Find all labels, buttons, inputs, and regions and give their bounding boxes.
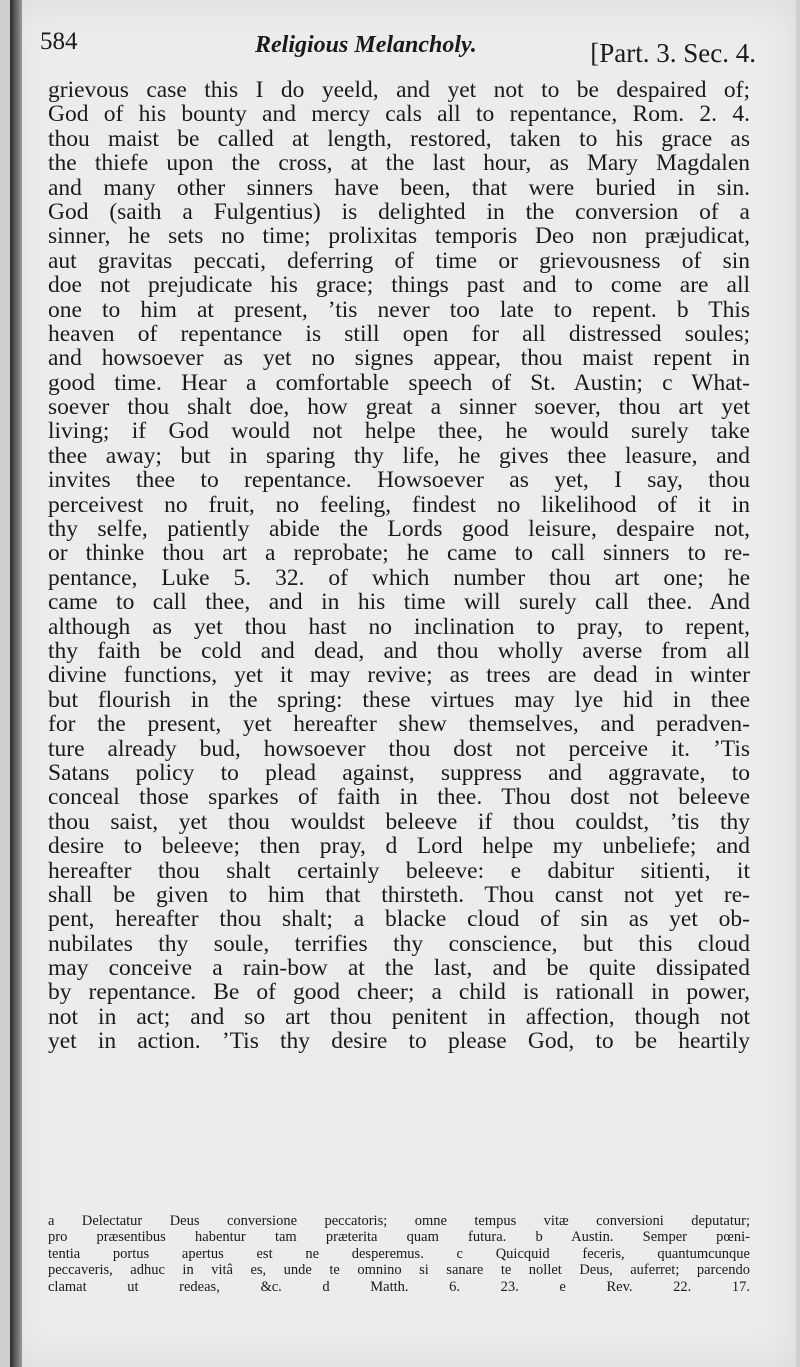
body-line: living; if God would not helpe thee, he would surely take <box>48 418 750 445</box>
body-line: sinner, he sets no time; prolixitas temporis Deo non præjudicat, <box>48 223 750 250</box>
body-line: by repentance. Be of good cheer; a child is rationall in power, <box>48 979 750 1006</box>
page-number: 584 <box>40 28 78 55</box>
body-line: pentance, Luke 5. 32. of which number thou art one; he <box>48 564 750 591</box>
body-line: although as yet thou hast no inclination to pray, to repent, <box>48 613 750 640</box>
body-line: invites thee to repentance. Howsoever as yet, I say, thou <box>48 467 750 494</box>
footnote-line: a Delectatur Deus conversione peccatoris; omne tempus vitæ conversioni deputatur; <box>48 1213 750 1229</box>
footnotes <box>48 1213 750 1295</box>
body-line: God of his bounty and mercy cals all to repentance, Rom. 2. 4. <box>48 101 750 128</box>
body-line: shall be given to him that thirsteth. Thou canst not yet re- <box>48 881 750 908</box>
body-line: but flourish in the spring: these virtues may lye hid in thee <box>48 686 750 713</box>
body-line: perceivest no fruit, no feeling, findest no likelihood of it in <box>48 491 750 518</box>
body-line: thee away; but in sparing thy life, he gives thee leasure, and <box>48 442 750 469</box>
body-line: pent, hereafter thou shalt; a blacke cloud of sin as yet ob- <box>48 906 750 933</box>
body-line: thou saist, yet thou wouldst beleeve if thou couldst, ’tis thy <box>48 808 750 835</box>
body-line: ture already bud, howsoever thou dost not perceive it. ’Tis <box>48 735 750 762</box>
body-line: doe not prejudicate his grace; things past and to come are all <box>48 272 750 299</box>
book-page <box>10 0 796 1367</box>
body-line: and howsoever as yet no signes appear, thou maist repent in <box>48 345 750 372</box>
body-line: yet in action. ’Tis thy desire to please God, to be heartily <box>48 1028 750 1055</box>
body-line: divine functions, yet it may revive; as trees are dead in winter <box>48 662 750 689</box>
body-line: hereafter thou shalt certainly beleeve: e dabitur sitienti, it <box>48 857 750 884</box>
body-line: thy faith be cold and dead, and thou wholly averse from all <box>48 637 750 664</box>
body-line: conceal those sparkes of faith in thee. Thou dost not beleeve <box>48 784 750 811</box>
body-line: God (saith a Fulgentius) is delighted in the conversion of a <box>48 198 750 225</box>
body-text <box>48 78 750 1054</box>
body-line: heaven of repentance is still open for all distressed soules; <box>48 320 750 347</box>
body-line: may conceive a rain-bow at the last, and be quite dissipated <box>48 955 750 982</box>
body-line: desire to beleeve; then pray, d Lord helpe my unbeliefe; and <box>48 833 750 860</box>
body-line: soever thou shalt doe, how great a sinner soever, thou art yet <box>48 394 750 421</box>
book-spine-shadow <box>10 0 22 1367</box>
footnote-line: tentia portus apertus est ne desperemus. c Quicquid feceris, quantumcunque <box>48 1245 750 1262</box>
body-line: the thiefe upon the cross, at the last hour, as Mary Magdalen <box>48 150 750 177</box>
footnote-line: peccaveris, adhuc in vitâ es, unde te omnino si sanare te nollet Deus, auferret; parcendo <box>48 1262 750 1279</box>
body-line: good time. Hear a comfortable speech of St. Austin; c What- <box>48 369 750 396</box>
body-line: not in act; and so art thou penitent in affection, though not <box>48 1003 750 1030</box>
body-line: and many other sinners have been, that were buried in sin. <box>48 174 750 201</box>
body-line: thou maist be called at length, restored, taken to his grace as <box>48 125 750 152</box>
body-line: one to him at present, ’tis never too late to repent. b This <box>48 296 750 323</box>
body-line: nubilates thy soule, terrifies thy conscience, but this cloud <box>48 930 750 957</box>
footnote-line: pro præsentibus habentur tam præterita quam futura. b Austin. Semper pœni- <box>48 1229 750 1246</box>
body-line: came to call thee, and in his time will surely call thee. And <box>48 589 750 616</box>
running-header <box>40 24 756 68</box>
running-title: Religious Melancholy. <box>255 32 477 58</box>
body-line: or thinke thou art a reprobate; he came to call sinners to re- <box>48 540 750 567</box>
body-line: Satans policy to plead against, suppress and aggravate, to <box>48 759 750 786</box>
body-line: grievous case this I do yeeld, and yet not to be despaired of; <box>48 77 750 103</box>
footnote-line: clamat ut redeas, &c. d Matth. 6. 23. e Rev. 22. 17. <box>48 1278 750 1295</box>
section-reference: [Part. 3. Sec. 4. <box>590 38 756 68</box>
body-line: aut gravitas peccati, deferring of time or grievousness of sin <box>48 247 750 274</box>
body-line: for the present, yet hereafter shew themselves, and peradven- <box>48 711 750 738</box>
body-line: thy selfe, patiently abide the Lords good leisure, despaire not, <box>48 516 750 543</box>
